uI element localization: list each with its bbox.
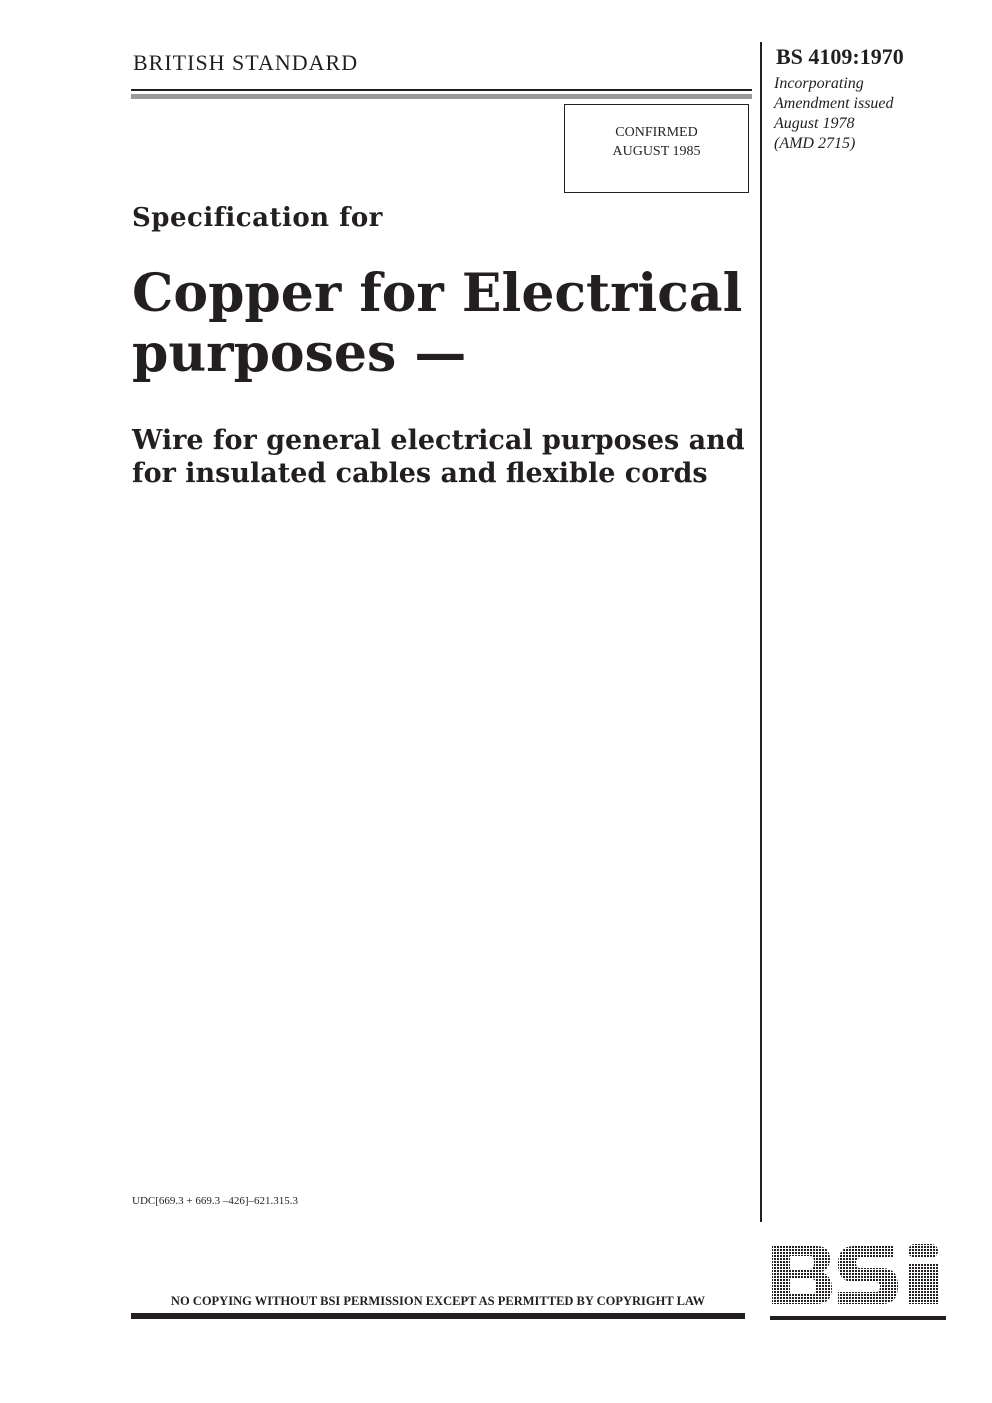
standard-number: BS 4109:1970 <box>776 44 904 69</box>
amendment-note <box>774 74 964 154</box>
main-title-line: Copper for Electrical <box>132 263 743 324</box>
amendment-line: (AMD 2715) <box>774 135 856 152</box>
footer-rule <box>131 1313 745 1319</box>
copyright-notice: NO COPYING WITHOUT BSI PERMISSION EXCEPT AS PERMITTED BY COPYRIGHT LAW <box>170 1294 706 1308</box>
footer-rule-logo <box>770 1316 946 1320</box>
udc-classification: UDC[669.3 + 669.3 –426]–621.315.3 <box>132 1195 299 1207</box>
subtitle-line: for insulated cables and flexible cords <box>132 458 708 489</box>
confirmed-status-box <box>564 104 749 193</box>
amendment-line: August 1978 <box>774 115 855 132</box>
amendment-line: Incorporating <box>774 75 864 92</box>
title-intro: Specification for <box>132 203 383 233</box>
confirmed-line: CONFIRMED <box>615 125 698 140</box>
subtitle-line: Wire for general electrical purposes and <box>132 425 745 456</box>
amendment-line: Amendment issued <box>774 95 894 112</box>
subtitle <box>132 424 757 490</box>
publication-type: BRITISH STANDARD <box>133 50 359 75</box>
header-rule-grey <box>131 94 752 99</box>
main-title-line: purposes — <box>132 323 467 384</box>
confirmed-date: AUGUST 1985 <box>612 144 701 159</box>
column-divider <box>760 42 762 1222</box>
main-title <box>132 264 752 384</box>
bsi-logo <box>768 1240 948 1314</box>
header-rule <box>131 89 752 91</box>
